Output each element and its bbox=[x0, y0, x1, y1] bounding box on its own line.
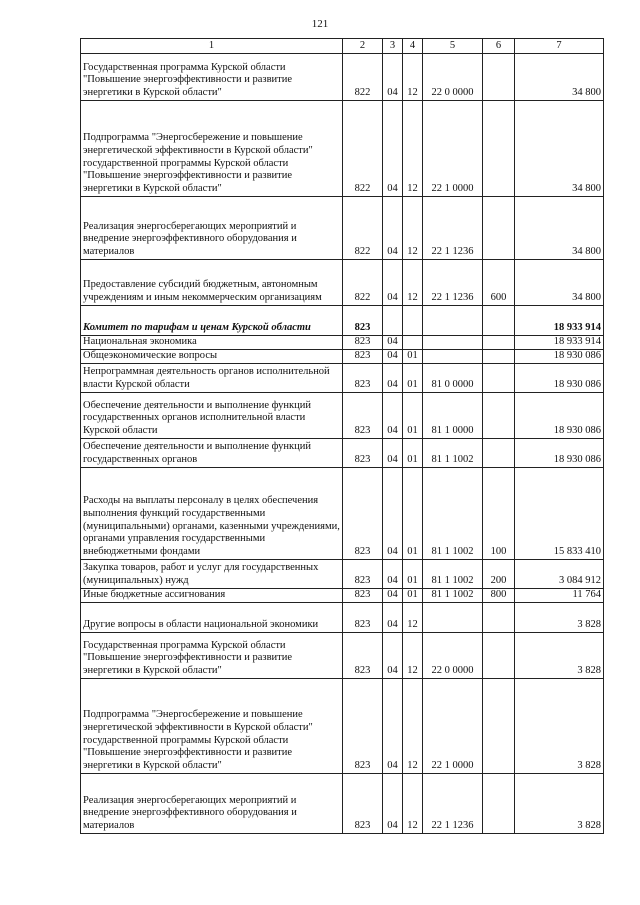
section-code-cell: 04 bbox=[383, 54, 403, 101]
amount-cell: 18 930 086 bbox=[515, 364, 604, 393]
section-code-cell: 04 bbox=[383, 589, 403, 603]
header-cell-4: 4 bbox=[403, 39, 423, 54]
target-article-cell: 22 0 0000 bbox=[423, 633, 483, 679]
target-article-cell: 22 0 0000 bbox=[423, 54, 483, 101]
target-article-cell: 22 1 1236 bbox=[423, 260, 483, 306]
amount-cell: 18 930 086 bbox=[515, 350, 604, 364]
expense-type-cell bbox=[483, 54, 515, 101]
subsection-code-cell: 01 bbox=[403, 589, 423, 603]
target-article-cell: 81 1 0000 bbox=[423, 393, 483, 439]
item-name-cell: Комитет по тарифам и ценам Курской области bbox=[81, 306, 343, 336]
amount-cell: 34 800 bbox=[515, 260, 604, 306]
subsection-code-cell: 12 bbox=[403, 603, 423, 633]
item-name-cell: Обеспечение деятельности и выполнение функций государственных органов bbox=[81, 439, 343, 468]
amount-cell: 15 833 410 bbox=[515, 468, 604, 560]
header-cell-2: 2 bbox=[343, 39, 383, 54]
subsection-code-cell: 01 bbox=[403, 439, 423, 468]
subsection-code-cell bbox=[403, 336, 423, 350]
section-code-cell: 04 bbox=[383, 633, 403, 679]
item-name-cell: Подпрограмма "Энергосбережение и повышение энергетической эффективности в Курской области" государственной программы Курской области "Повышение энергоэффективности и развитие энергетики в Курской области" bbox=[81, 101, 343, 197]
page-number: 121 bbox=[311, 18, 329, 30]
section-code-cell: 04 bbox=[383, 350, 403, 364]
header-cell-1: 1 bbox=[81, 39, 343, 54]
subsection-code-cell: 12 bbox=[403, 679, 423, 774]
amount-cell: 18 933 914 bbox=[515, 336, 604, 350]
item-name-cell: Обеспечение деятельности и выполнение функций государственных органов исполнительной власти Курской области bbox=[81, 393, 343, 439]
item-name-cell: Государственная программа Курской области "Повышение энергоэффективности и развитие энергетики в Курской области" bbox=[81, 54, 343, 101]
section-code-cell: 04 bbox=[383, 260, 403, 306]
target-article-cell bbox=[423, 306, 483, 336]
target-article-cell: 22 1 1236 bbox=[423, 774, 483, 834]
table-row bbox=[81, 197, 604, 260]
amount-cell: 3 084 912 bbox=[515, 560, 604, 589]
header-row bbox=[81, 39, 604, 54]
amount-cell: 34 800 bbox=[515, 54, 604, 101]
section-code-cell: 04 bbox=[383, 468, 403, 560]
expense-type-cell: 100 bbox=[483, 468, 515, 560]
admin-code-cell: 823 bbox=[343, 603, 383, 633]
expense-type-cell: 800 bbox=[483, 589, 515, 603]
section-code-cell: 04 bbox=[383, 560, 403, 589]
admin-code-cell: 823 bbox=[343, 336, 383, 350]
expense-type-cell bbox=[483, 679, 515, 774]
expense-type-cell bbox=[483, 336, 515, 350]
section-code-cell: 04 bbox=[383, 679, 403, 774]
target-article-cell bbox=[423, 350, 483, 364]
admin-code-cell: 822 bbox=[343, 260, 383, 306]
item-name-cell: Закупка товаров, работ и услуг для государственных (муниципальных) нужд bbox=[81, 560, 343, 589]
table-body bbox=[81, 54, 604, 834]
table-row bbox=[81, 560, 604, 589]
target-article-cell: 81 1 1002 bbox=[423, 439, 483, 468]
target-article-cell: 22 1 1236 bbox=[423, 197, 483, 260]
amount-cell: 18 933 914 bbox=[515, 306, 604, 336]
expense-type-cell bbox=[483, 393, 515, 439]
target-article-cell: 81 0 0000 bbox=[423, 364, 483, 393]
amount-cell: 3 828 bbox=[515, 603, 604, 633]
section-code-cell: 04 bbox=[383, 603, 403, 633]
admin-code-cell: 822 bbox=[343, 54, 383, 101]
expense-type-cell bbox=[483, 350, 515, 364]
table-row bbox=[81, 350, 604, 364]
table-row bbox=[81, 306, 604, 336]
table-row bbox=[81, 774, 604, 834]
item-name-cell: Иные бюджетные ассигнования bbox=[81, 589, 343, 603]
expense-type-cell bbox=[483, 774, 515, 834]
amount-cell: 3 828 bbox=[515, 633, 604, 679]
target-article-cell: 22 1 0000 bbox=[423, 679, 483, 774]
subsection-code-cell: 12 bbox=[403, 54, 423, 101]
admin-code-cell: 823 bbox=[343, 439, 383, 468]
expense-type-cell: 600 bbox=[483, 260, 515, 306]
admin-code-cell: 822 bbox=[343, 197, 383, 260]
item-name-cell: Другие вопросы в области национальной экономики bbox=[81, 603, 343, 633]
admin-code-cell: 823 bbox=[343, 306, 383, 336]
table-row bbox=[81, 589, 604, 603]
section-code-cell: 04 bbox=[383, 101, 403, 197]
subsection-code-cell: 12 bbox=[403, 774, 423, 834]
subsection-code-cell: 12 bbox=[403, 101, 423, 197]
admin-code-cell: 823 bbox=[343, 774, 383, 834]
table-row bbox=[81, 633, 604, 679]
table-row bbox=[81, 336, 604, 350]
table-row bbox=[81, 468, 604, 560]
subsection-code-cell: 01 bbox=[403, 393, 423, 439]
budget-table bbox=[80, 38, 604, 834]
section-code-cell: 04 bbox=[383, 364, 403, 393]
section-code-cell: 04 bbox=[383, 393, 403, 439]
subsection-code-cell: 12 bbox=[403, 633, 423, 679]
subsection-code-cell bbox=[403, 306, 423, 336]
item-name-cell: Расходы на выплаты персоналу в целях обеспечения выполнения функций государственными (муниципальными) органами, казенными учреждениями, органами управления государственными внебюджетными фондами bbox=[81, 468, 343, 560]
item-name-cell: Реализация энергосберегающих мероприятий и внедрение энергоэффективного оборудования и материалов bbox=[81, 197, 343, 260]
admin-code-cell: 823 bbox=[343, 679, 383, 774]
expense-type-cell bbox=[483, 306, 515, 336]
target-article-cell: 81 1 1002 bbox=[423, 468, 483, 560]
item-name-cell: Общеэкономические вопросы bbox=[81, 350, 343, 364]
table-row bbox=[81, 393, 604, 439]
item-name-cell: Национальная экономика bbox=[81, 336, 343, 350]
amount-cell: 3 828 bbox=[515, 774, 604, 834]
amount-cell: 11 764 bbox=[515, 589, 604, 603]
target-article-cell: 22 1 0000 bbox=[423, 101, 483, 197]
section-code-cell bbox=[383, 306, 403, 336]
expense-type-cell bbox=[483, 364, 515, 393]
subsection-code-cell: 01 bbox=[403, 468, 423, 560]
expense-type-cell bbox=[483, 197, 515, 260]
table-row bbox=[81, 603, 604, 633]
admin-code-cell: 822 bbox=[343, 101, 383, 197]
table-row bbox=[81, 439, 604, 468]
header-cell-3: 3 bbox=[383, 39, 403, 54]
target-article-cell bbox=[423, 336, 483, 350]
admin-code-cell: 823 bbox=[343, 350, 383, 364]
table-row bbox=[81, 260, 604, 306]
admin-code-cell: 823 bbox=[343, 393, 383, 439]
table-row bbox=[81, 101, 604, 197]
expense-type-cell: 200 bbox=[483, 560, 515, 589]
subsection-code-cell: 01 bbox=[403, 350, 423, 364]
section-code-cell: 04 bbox=[383, 439, 403, 468]
target-article-cell: 81 1 1002 bbox=[423, 560, 483, 589]
subsection-code-cell: 01 bbox=[403, 560, 423, 589]
admin-code-cell: 823 bbox=[343, 633, 383, 679]
expense-type-cell bbox=[483, 101, 515, 197]
amount-cell: 34 800 bbox=[515, 197, 604, 260]
item-name-cell: Подпрограмма "Энергосбережение и повышение энергетической эффективности в Курской области" государственной программы Курской области "Повышение энергоэффективности и развитие энергетики в Курской области" bbox=[81, 679, 343, 774]
table-row bbox=[81, 679, 604, 774]
amount-cell: 18 930 086 bbox=[515, 393, 604, 439]
item-name-cell: Непрограммная деятельность органов исполнительной власти Курской области bbox=[81, 364, 343, 393]
amount-cell: 18 930 086 bbox=[515, 439, 604, 468]
section-code-cell: 04 bbox=[383, 336, 403, 350]
expense-type-cell bbox=[483, 439, 515, 468]
target-article-cell bbox=[423, 603, 483, 633]
subsection-code-cell: 12 bbox=[403, 260, 423, 306]
amount-cell: 3 828 bbox=[515, 679, 604, 774]
subsection-code-cell: 12 bbox=[403, 197, 423, 260]
subsection-code-cell: 01 bbox=[403, 364, 423, 393]
admin-code-cell: 823 bbox=[343, 468, 383, 560]
header-cell-5: 5 bbox=[423, 39, 483, 54]
admin-code-cell: 823 bbox=[343, 560, 383, 589]
section-code-cell: 04 bbox=[383, 197, 403, 260]
table-row bbox=[81, 364, 604, 393]
admin-code-cell: 823 bbox=[343, 364, 383, 393]
expense-type-cell bbox=[483, 633, 515, 679]
section-code-cell: 04 bbox=[383, 774, 403, 834]
item-name-cell: Предоставление субсидий бюджетным, автономным учреждениям и иным некоммерческим организациям bbox=[81, 260, 343, 306]
item-name-cell: Государственная программа Курской области "Повышение энергоэффективности и развитие энергетики в Курской области" bbox=[81, 633, 343, 679]
header-cell-7: 7 bbox=[515, 39, 604, 54]
expense-type-cell bbox=[483, 603, 515, 633]
admin-code-cell: 823 bbox=[343, 589, 383, 603]
target-article-cell: 81 1 1002 bbox=[423, 589, 483, 603]
amount-cell: 34 800 bbox=[515, 101, 604, 197]
header-cell-6: 6 bbox=[483, 39, 515, 54]
item-name-cell: Реализация энергосберегающих мероприятий и внедрение энергоэффективного оборудования и материалов bbox=[81, 774, 343, 834]
table-row bbox=[81, 54, 604, 101]
